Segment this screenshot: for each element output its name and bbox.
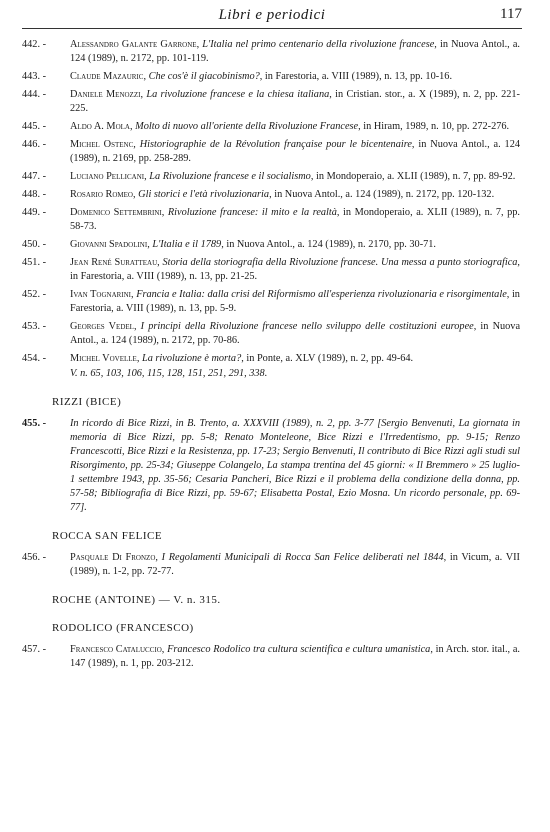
list-item: 448. - Rosario Romeo, Gli storici e l'età rivoluzionaria, in Nuova Antol., a. 124 (1989), n. 2172, pp. 120-132.	[22, 189, 495, 200]
entry-details: , in Vicum, a. VII (1989), n. 1-2, pp. 72-77.	[70, 552, 520, 577]
entry-456: 456. - Pasquale Di Fronzo, I Regolamenti Municipali di Rocca San Felice deliberati nel 1844, in Vicum, a. VII (1989), n. 1-2, pp. 72-77.	[22, 552, 520, 577]
list-item: 453. - Georges Vedel, I principi della Rivoluzione francese nello sviluppo delle costituzioni europee, in Nuova Antol., a. 124 (1989), n. 2172, pp. 70-86.	[22, 321, 521, 346]
entry-title: Francia e Italia: dalla crisi del Riformismo all'esperienza rivoluzionaria e risorgimentale	[136, 289, 507, 300]
entry-author: Luciano Pellicani	[70, 171, 145, 182]
entry-number: 451. -	[22, 257, 47, 268]
list-item: 444. - Daniele Menozzi, La rivoluzione francese e la chiesa italiana, in Cristian. stor., a. X (1989), n. 2, pp. 221-225.	[22, 89, 520, 114]
entry-title: La rivoluzione è morta?	[141, 353, 242, 364]
entry-author: Alessandro Galante Garrone	[70, 39, 197, 50]
entry-details: , in Farestoria, a. VIII (1989), n. 13, pp. 21-25.	[70, 257, 520, 282]
entry-title: La rivoluzione francese e la chiesa italiana	[146, 89, 330, 100]
entry-author: Ivan Tognarini	[70, 289, 132, 300]
entry-number: 454. -	[22, 353, 47, 364]
entry-author: Francesco Cataluccio	[70, 644, 162, 655]
entry-number: 446. -	[22, 139, 47, 150]
entry-details: , in Arch. stor. ital., a. 147 (1989), n. 1, pp. 203-212.	[70, 644, 520, 669]
entry-details: , in Farestoria, a. VIII (1989), n. 13, pp. 5-9.	[70, 289, 520, 314]
section-heading-rocca: ROCCA SAN FELICE	[52, 530, 163, 542]
entry-title: La Rivoluzione francese e il socialismo	[149, 171, 311, 182]
entry-title: Rivoluzione francese: il mito e la realtà	[167, 207, 337, 218]
entry-author: Giovanni Spadolini	[70, 239, 148, 250]
entry-number: 456. -	[22, 552, 47, 563]
entry-title: Historiographie de la Révolution française pour le bicentenaire	[139, 139, 412, 150]
entry-author: Jean René Suratteau	[70, 257, 158, 268]
running-title: Libri e periodici	[218, 7, 326, 23]
entry-details: , in Farestoria, a. VIII (1989), n. 13, pp. 10-16.	[259, 71, 453, 82]
entry-number: 455. -	[22, 418, 47, 429]
entry-author: Georges Vedel	[70, 321, 134, 332]
entry-text: In ricordo di Bice Rizzi, in B. Trento, a. XXXVIII (1989), n. 2, pp. 3-77 [Sergio Benvenuti, La giornata in memoria di Bice Rizzi, pp. 5-8; Renato Monteleone, Bice Rizzi e l'Irredentismo, pp. 9-15; Renzo Francescotti, Bice Rizzi e la Resistenza, pp. 17-23; Sergio Benvenuti, Il contributo di Bice Rizzi agli studi sul Risorgimento, pp. 25-34; Giuseppe Colangelo, La stampa trentina del 45 giorni: « Il Bremmero » 25 luglio-1 settembre 1943, pp. 35-56; Cesaria Pancheri, Bice Rizzi e il problema della condizione della donna, pp. 57-58; Bibliografia di Bice Rizzi, pp. 59-67; Elisabetta Postal, Ezio Mosna. Un ricordo personale, pp. 69-77].	[70, 418, 520, 513]
section-heading-rodolico: RODOLICO (FRANCESCO)	[52, 622, 194, 634]
entry-455	[22, 417, 520, 515]
entry-number: 457. -	[22, 644, 47, 655]
entry-title: I principi della Rivoluzione francese nello sviluppo delle costituzioni europee	[140, 321, 474, 332]
entry-details: , in Nuova Antol., a. 124 (1989), n. 2172, pp. 120-132.	[269, 189, 495, 200]
entry-author: Domenico Settembrini	[70, 207, 162, 218]
list-item: 445. - Aldo A. Mola, Molto di nuovo all'oriente della Rivoluzione Francese, in Hiram, 1989, n. 10, pp. 272-276.	[22, 121, 510, 132]
entry-title: L'Italia e il 1789	[152, 239, 222, 250]
entry-author: Michel Vovelle	[70, 353, 137, 364]
list-item: 449. - Domenico Settembrini, Rivoluzione francese: il mito e la realtà, in Mondoperaio, a. XLII (1989), n. 7, pp. 58-73.	[22, 207, 520, 232]
list-item: 452. - Ivan Tognarini, Francia e Italia: dalla crisi del Riformismo all'esperienza rivoluzionaria e risorgimentale, in Farestoria, a. VIII (1989), n. 13, pp. 5-9.	[22, 289, 520, 314]
list-item: 443. - Claude Mazauric, Che cos'è il giacobinismo?, in Farestoria, a. VIII (1989), n. 13, pp. 10-16.	[22, 71, 453, 82]
list-item: 446. - Michel Ostenc, Historiographie de la Révolution française pour le bicentenaire, in Nuova Antol., a. 124 (1989), n. 2169, pp. 258-289.	[22, 139, 521, 164]
entry-author: Michel Ostenc	[70, 139, 134, 150]
entry-number: 443. -	[22, 71, 47, 82]
page-number: 117	[500, 6, 522, 22]
list-item: 454. - Michel Vovelle, La rivoluzione è morta?, in Ponte, a. XLV (1989), n. 2, pp. 49-64.	[22, 353, 414, 364]
entry-number: 444. -	[22, 89, 47, 100]
entry-number: 447. -	[22, 171, 47, 182]
entry-author: Daniele Menozzi	[70, 89, 141, 100]
entry-number: 448. -	[22, 189, 47, 200]
list-item: 442. - Alessandro Galante Garrone, L'Italia nel primo centenario della rivoluzione francese, in Nuova Antol., a. 124 (1989), n. 2172, pp. 101-119.	[22, 39, 520, 64]
entry-author: Aldo A. Mola	[70, 121, 130, 132]
entry-number: 442. -	[22, 39, 47, 50]
entry-details: , in Cristian. stor., a. X (1989), n. 2, pp. 221-225.	[70, 89, 520, 114]
section-heading-rizzi: RIZZI (BICE)	[52, 396, 122, 408]
list-item: 451. - Jean René Suratteau, Storia della storiografia della Rivoluzione francese. Una messa a punto storiografica, in Farestoria, a. VIII (1989), n. 13, pp. 21-25.	[22, 257, 520, 282]
entry-details: , in Mondoperaio, a. XLII (1989), n. 7, pp. 58-73.	[70, 207, 520, 232]
entry-number: 453. -	[22, 321, 47, 332]
entry-details: , in Nuova Antol., a. 124 (1989), n. 2172, pp. 101-119.	[70, 39, 520, 64]
entry-details: , in Hiram, 1989, n. 10, pp. 272-276.	[358, 121, 510, 132]
entry-title: L'Italia nel primo centenario della rivoluzione francese	[202, 39, 435, 50]
entry-title: Gli storici e l'età rivoluzionaria	[138, 189, 270, 200]
cross-reference: V. n. 65, 103, 106, 115, 128, 151, 251, 291, 338.	[70, 368, 268, 379]
entry-author: Claude Mazauric	[70, 71, 144, 82]
entry-number: 445. -	[22, 121, 47, 132]
entry-number: 452. -	[22, 289, 47, 300]
list-item: 450. - Giovanni Spadolini, L'Italia e il 1789, in Nuova Antol., a. 124 (1989), n. 2170, pp. 30-71.	[22, 239, 436, 250]
entry-author: Rosario Romeo	[70, 189, 133, 200]
section-heading-roche: ROCHE (ANTOINE) — V. n. 315.	[52, 594, 221, 606]
entry-title: Storia della storiografia della Rivoluzione francese. Una messa a punto storiografica	[162, 257, 518, 268]
entry-number: 450. -	[22, 239, 47, 250]
list-item: 447. - Luciano Pellicani, La Rivoluzione francese e il socialismo, in Mondoperaio, a. XLII (1989), n. 7, pp. 89-92.	[22, 171, 516, 182]
entry-details: , in Nuova Antol., a. 124 (1989), n. 2170, pp. 30-71.	[221, 239, 436, 250]
entry-title: I Regolamenti Municipali di Rocca San Felice deliberati nel 1844	[161, 552, 444, 563]
entry-title: Che cos'è il giacobinismo?	[148, 71, 260, 82]
entry-details: , in Mondoperaio, a. XLII (1989), n. 7, pp. 89-92.	[310, 171, 516, 182]
page-header	[22, 6, 522, 29]
entry-details: , in Nuova Antol., a. 124 (1989), n. 2172, pp. 70-86.	[70, 321, 521, 346]
entry-author: Pasquale Di Fronzo	[70, 552, 156, 563]
entry-details: , in Nuova Antol., a. 124 (1989), n. 2169, pp. 258-289.	[70, 139, 521, 164]
bibliography-content	[22, 38, 520, 675]
entry-number: 449. -	[22, 207, 47, 218]
entry-details: , in Ponte, a. XLV (1989), n. 2, pp. 49-64.	[241, 353, 414, 364]
entry-457: 457. - Francesco Cataluccio, Francesco Rodolico tra cultura scientifica e cultura umanistica, in Arch. stor. ital., a. 147 (1989), n. 1, pp. 203-212.	[22, 644, 520, 669]
entry-list	[22, 38, 520, 366]
entry-title: Molto di nuovo all'oriente della Rivoluzione Francese	[135, 121, 359, 132]
entry-title: Francesco Rodolico tra cultura scientifica e cultura umanistica	[167, 644, 431, 655]
